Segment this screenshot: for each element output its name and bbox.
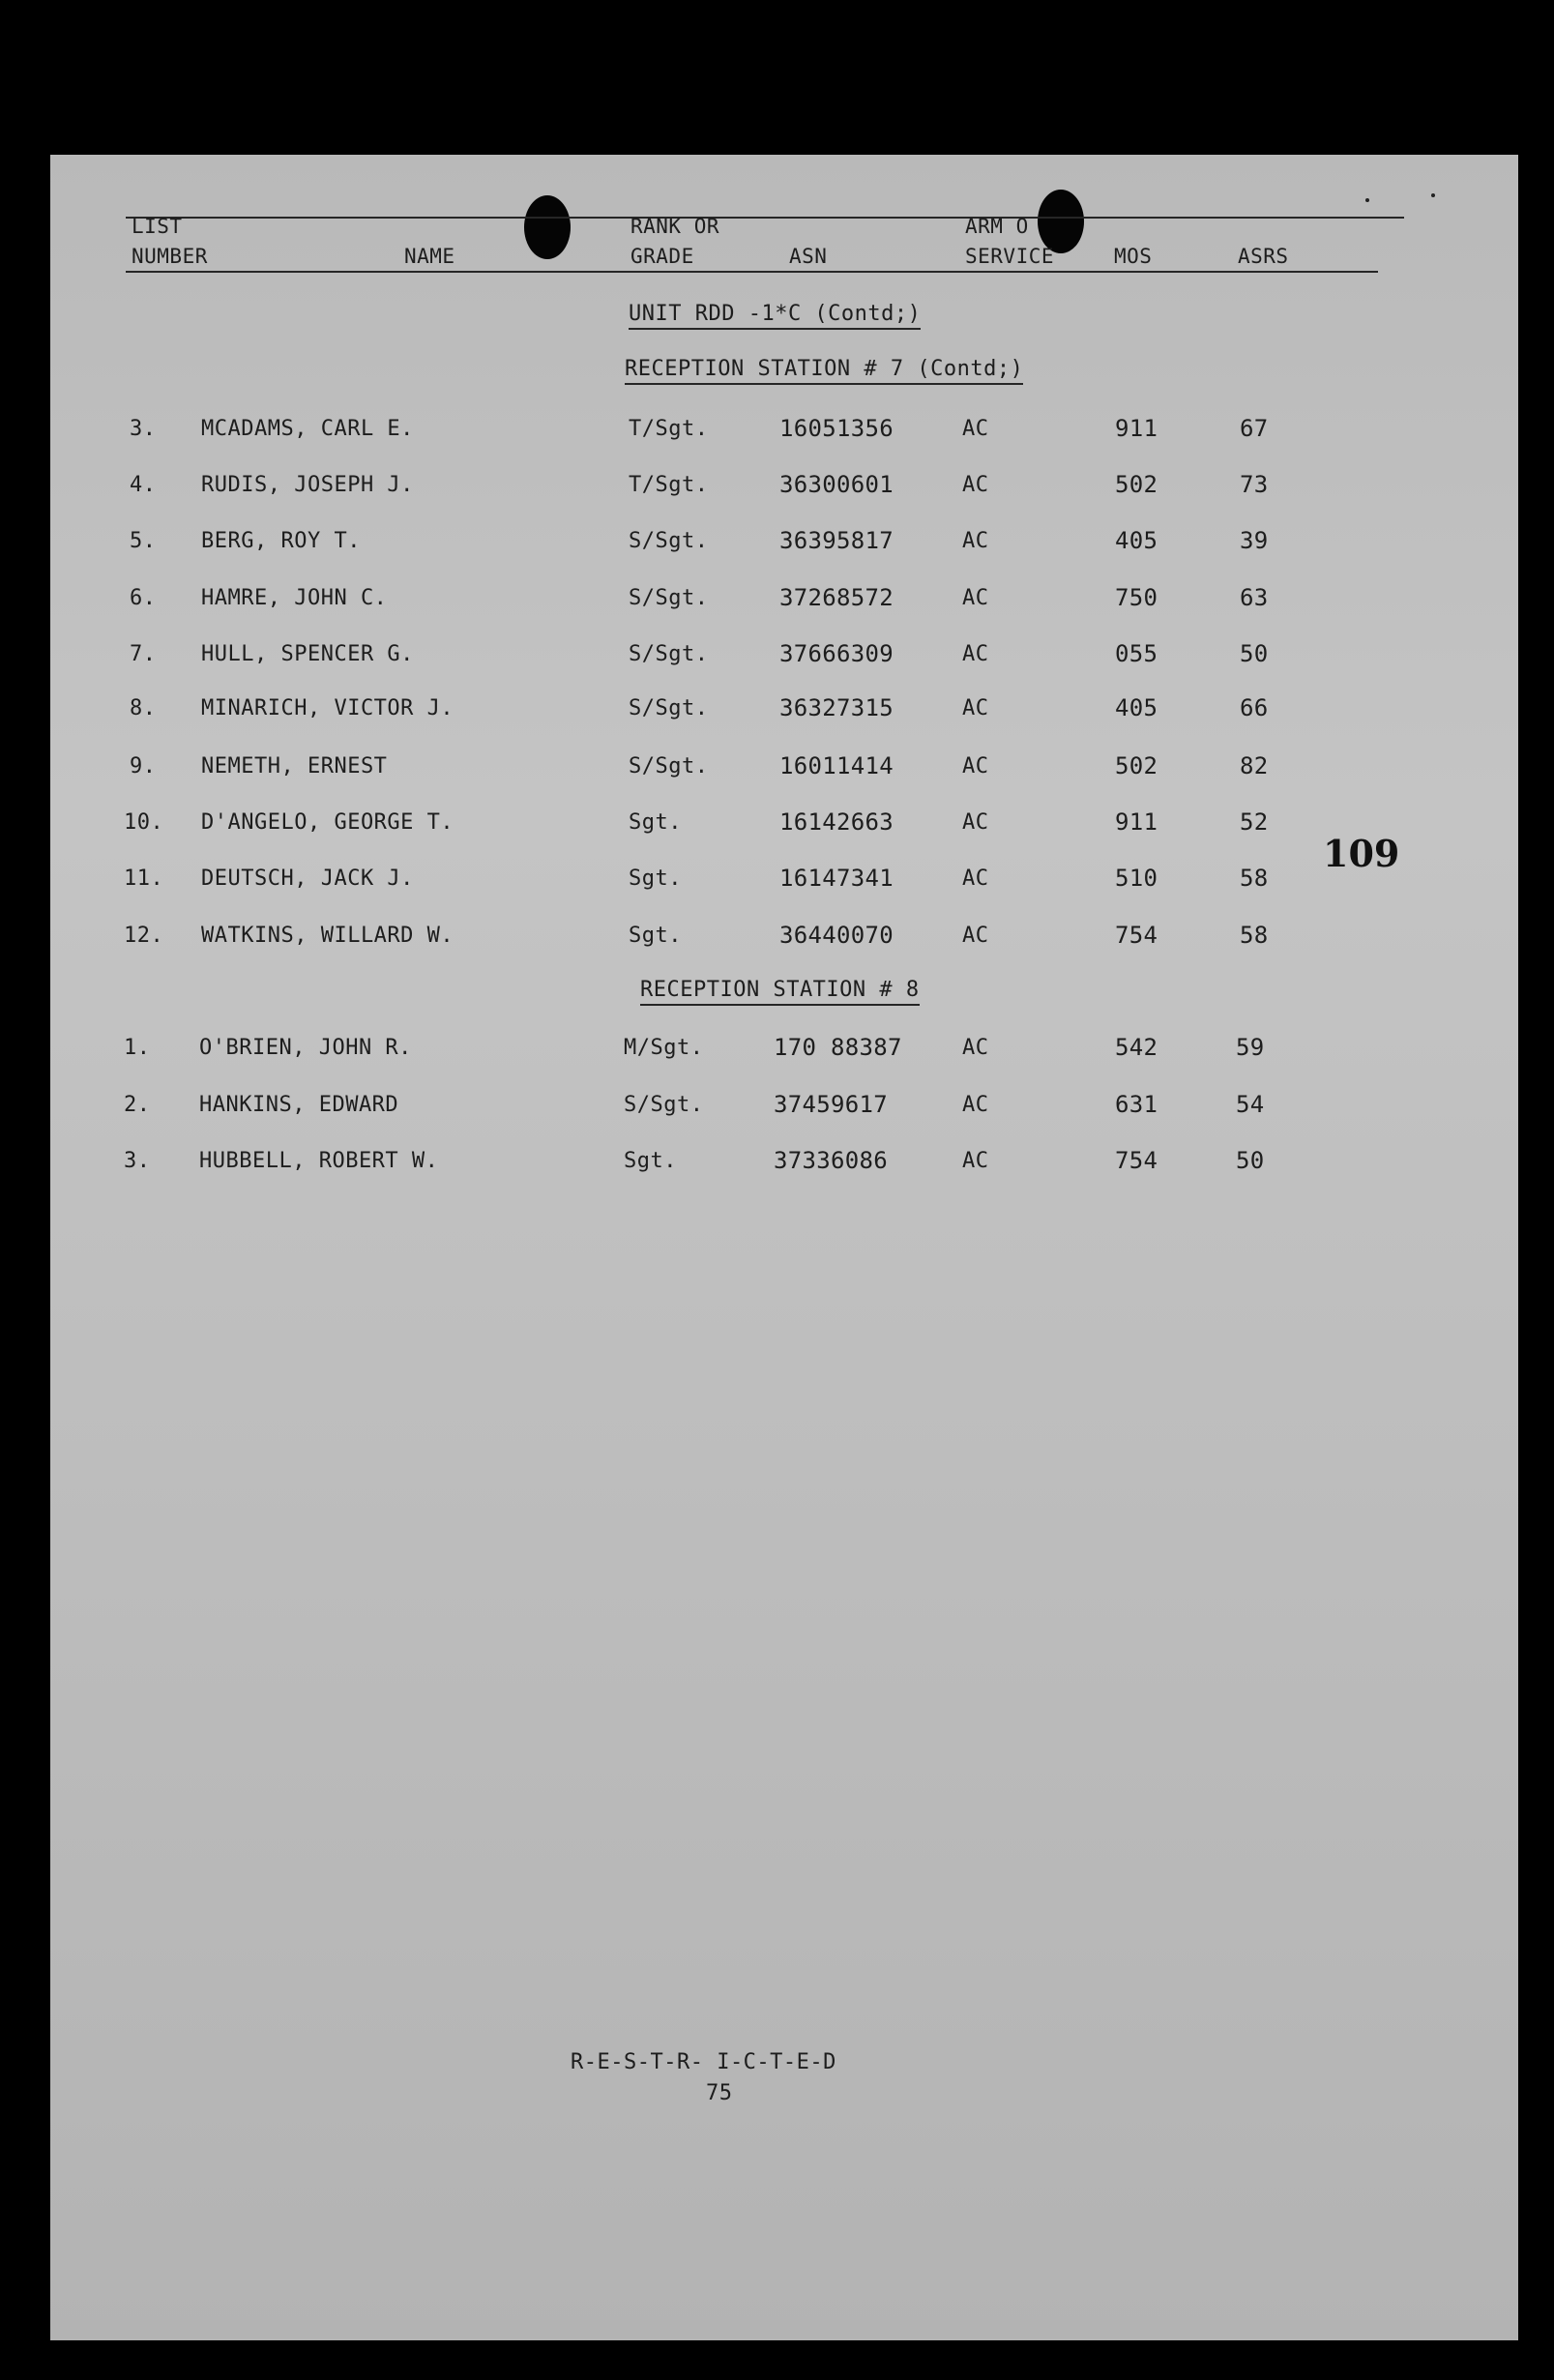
row-list-number: 3. xyxy=(124,1149,151,1173)
row-mos: 405 xyxy=(1115,527,1158,554)
row-mos: 750 xyxy=(1115,584,1158,611)
row-arm: AC xyxy=(962,696,989,720)
row-asn: 16142663 xyxy=(779,808,894,836)
row-asn: 37666309 xyxy=(779,640,894,667)
row-asn: 37336086 xyxy=(774,1147,888,1174)
row-asrs: 82 xyxy=(1240,752,1269,779)
row-arm: AC xyxy=(962,642,989,666)
unit-title: UNIT RDD -1*C (Contd;) xyxy=(629,302,921,330)
row-mos: 502 xyxy=(1115,752,1158,779)
row-list-number: 10. xyxy=(124,810,164,835)
section-title-station-7: RECEPTION STATION # 7 (Contd;) xyxy=(625,357,1023,385)
row-mos: 502 xyxy=(1115,471,1158,498)
row-list-number: 5. xyxy=(130,529,157,553)
row-list-number: 11. xyxy=(124,867,164,891)
row-grade: Sgt. xyxy=(629,810,682,835)
row-arm: AC xyxy=(962,417,989,441)
row-asrs: 54 xyxy=(1236,1091,1265,1118)
row-asrs: 58 xyxy=(1240,865,1269,892)
row-name: MINARICH, VICTOR J. xyxy=(201,696,454,720)
row-grade: T/Sgt. xyxy=(629,417,709,441)
row-name: DEUTSCH, JACK J. xyxy=(201,867,414,891)
row-name: WATKINS, WILLARD W. xyxy=(201,924,454,948)
row-asrs: 50 xyxy=(1240,640,1269,667)
row-grade: Sgt. xyxy=(629,867,682,891)
row-asn: 37268572 xyxy=(779,584,894,611)
header-bottom-rule xyxy=(126,271,1378,273)
row-grade: Sgt. xyxy=(624,1149,677,1173)
row-asrs: 59 xyxy=(1236,1034,1265,1061)
row-arm: AC xyxy=(962,924,989,948)
row-mos: 542 xyxy=(1115,1034,1158,1061)
row-grade: M/Sgt. xyxy=(624,1036,704,1060)
row-list-number: 8. xyxy=(130,696,157,720)
row-asrs: 73 xyxy=(1240,471,1269,498)
row-asn: 170 88387 xyxy=(774,1034,902,1061)
row-name: HAMRE, JOHN C. xyxy=(201,586,388,610)
header-name: NAME xyxy=(404,245,455,268)
row-mos: 405 xyxy=(1115,694,1158,721)
row-grade: S/Sgt. xyxy=(629,696,709,720)
paper-speck xyxy=(1431,193,1435,197)
row-arm: AC xyxy=(962,586,989,610)
row-asn: 16011414 xyxy=(779,752,894,779)
paper-speck xyxy=(1365,198,1369,202)
section-title-station-8: RECEPTION STATION # 8 xyxy=(640,978,920,1006)
row-mos: 510 xyxy=(1115,865,1158,892)
row-list-number: 1. xyxy=(124,1036,151,1060)
row-asrs: 50 xyxy=(1236,1147,1265,1174)
header-arm-line1: ARM O xyxy=(965,215,1029,238)
row-grade: S/Sgt. xyxy=(629,754,709,779)
row-asrs: 52 xyxy=(1240,808,1269,836)
row-mos: 911 xyxy=(1115,415,1158,442)
header-rank-line2: GRADE xyxy=(630,245,694,268)
row-name: NEMETH, ERNEST xyxy=(201,754,388,779)
classification-marking: R-E-S-T-R- I-C-T-E-D xyxy=(571,2050,836,2074)
row-mos: 055 xyxy=(1115,640,1158,667)
row-asn: 36300601 xyxy=(779,471,894,498)
punch-hole-left xyxy=(524,195,571,259)
row-asrs: 58 xyxy=(1240,922,1269,949)
row-asn: 36327315 xyxy=(779,694,894,721)
page-stamp-number: 109 xyxy=(1323,832,1400,875)
row-asn: 16147341 xyxy=(779,865,894,892)
header-top-rule xyxy=(126,217,1404,219)
row-arm: AC xyxy=(962,754,989,779)
row-asn: 36395817 xyxy=(779,527,894,554)
header-list-number-line1: LIST xyxy=(132,215,183,238)
row-name: D'ANGELO, GEORGE T. xyxy=(201,810,454,835)
row-asrs: 39 xyxy=(1240,527,1269,554)
row-mos: 911 xyxy=(1115,808,1158,836)
row-name: RUDIS, JOSEPH J. xyxy=(201,473,414,497)
row-grade: T/Sgt. xyxy=(629,473,709,497)
header-mos: MOS xyxy=(1114,245,1153,268)
row-arm: AC xyxy=(962,1036,989,1060)
page-number: 75 xyxy=(706,2081,733,2105)
row-list-number: 7. xyxy=(130,642,157,666)
row-arm: AC xyxy=(962,810,989,835)
header-rank-line1: RANK OR xyxy=(630,215,720,238)
row-asn: 36440070 xyxy=(779,922,894,949)
row-mos: 754 xyxy=(1115,1147,1158,1174)
row-list-number: 12. xyxy=(124,924,164,948)
row-name: MCADAMS, CARL E. xyxy=(201,417,414,441)
row-list-number: 2. xyxy=(124,1093,151,1117)
row-list-number: 4. xyxy=(130,473,157,497)
header-arm-line2: SERVICE xyxy=(965,245,1055,268)
row-arm: AC xyxy=(962,1093,989,1117)
row-arm: AC xyxy=(962,867,989,891)
row-asn: 16051356 xyxy=(779,415,894,442)
row-grade: S/Sgt. xyxy=(624,1093,704,1117)
row-asrs: 63 xyxy=(1240,584,1269,611)
row-arm: AC xyxy=(962,1149,989,1173)
row-grade: S/Sgt. xyxy=(629,642,709,666)
row-grade: S/Sgt. xyxy=(629,586,709,610)
row-asn: 37459617 xyxy=(774,1091,888,1118)
row-mos: 631 xyxy=(1115,1091,1158,1118)
row-name: HULL, SPENCER G. xyxy=(201,642,414,666)
row-name: BERG, ROY T. xyxy=(201,529,361,553)
row-list-number: 3. xyxy=(130,417,157,441)
row-grade: S/Sgt. xyxy=(629,529,709,553)
header-asn: ASN xyxy=(789,245,828,268)
row-name: HANKINS, EDWARD xyxy=(199,1093,399,1117)
row-asrs: 66 xyxy=(1240,694,1269,721)
row-name: HUBBELL, ROBERT W. xyxy=(199,1149,439,1173)
row-name: O'BRIEN, JOHN R. xyxy=(199,1036,412,1060)
row-list-number: 9. xyxy=(130,754,157,779)
row-grade: Sgt. xyxy=(629,924,682,948)
row-arm: AC xyxy=(962,473,989,497)
header-list-number-line2: NUMBER xyxy=(132,245,208,268)
row-asrs: 67 xyxy=(1240,415,1269,442)
header-asrs: ASRS xyxy=(1238,245,1289,268)
row-list-number: 6. xyxy=(130,586,157,610)
row-mos: 754 xyxy=(1115,922,1158,949)
row-arm: AC xyxy=(962,529,989,553)
